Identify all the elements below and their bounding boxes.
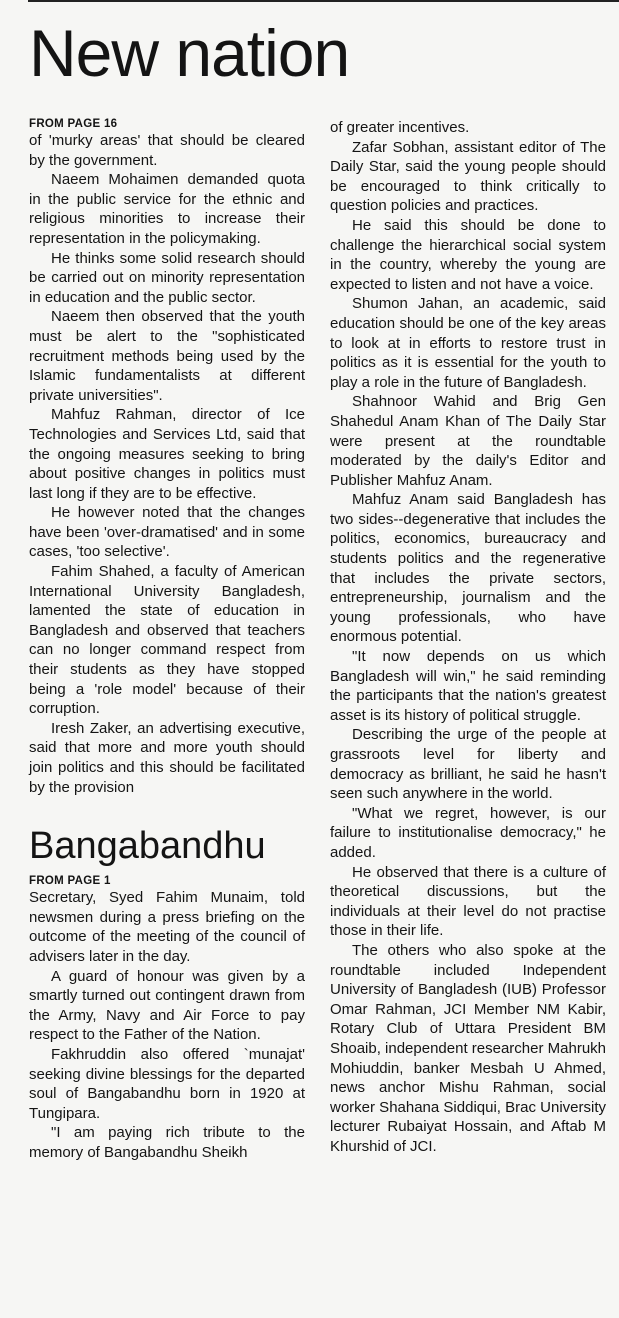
paragraph: He observed that there is a culture of theoretical discussions, but the individuals at their level do not practise those in their life. (330, 863, 606, 940)
paragraph: Zafar Sobhan, assistant editor of The Daily Star, said the young people should be encouraged to think critically to question policies and practices. (330, 138, 606, 215)
paragraph: Mahfuz Rahman, director of Ice Technologies and Services Ltd, said that the ongoing measures seeking to bring about positive changes in politics must last long if they are to be effective. (29, 406, 305, 502)
paragraph: Fakhruddin also offered `munajat' seeking divine blessings for the departed soul of Bangabandhu born in 1920 at Tungipara. (29, 1045, 305, 1122)
paragraph: Iresh Zaker, an advertising executive, said that more and more youth should join politics and this should be facilitated by the provision (29, 719, 305, 796)
paragraph: Naeem Mohaimen demanded quota in the public service for the ethnic and religious minorities to increase their representation in the policymaking. (29, 171, 305, 247)
top-rule (28, 0, 619, 2)
paragraph: Shahnoor Wahid and Brig Gen Shahedul Anam Khan of The Daily Star were present at the roundtable moderated by the daily's Editor and Publisher Mahfuz Anam. (330, 393, 606, 489)
paragraph: "I am paying rich tribute to the memory of Bangabandhu Sheikh (29, 1124, 305, 1161)
paragraph: "What we regret, however, is our failure to institutionalise democracy," he added. (330, 804, 606, 861)
paragraph: "It now depends on us which Bangladesh will win," he said reminding the participants that the nation's greatest asset is its history of political struggle. (330, 648, 606, 724)
story-bangabandhu (29, 827, 305, 1162)
headline-new-nation: New nation (29, 16, 350, 90)
right-column (330, 118, 606, 1156)
jump-line: FROM PAGE 16 (29, 118, 118, 130)
paragraph: He said this should be done to challenge the hierarchical social system in the country, whereby the young are expected to listen and not have a voice. (330, 216, 606, 293)
left-column (29, 118, 305, 1163)
paragraph: of greater incentives. (330, 119, 470, 136)
paragraph: He however noted that the changes have been 'over-dramatised' and in some cases, 'too selective'. (29, 504, 305, 561)
paragraph: Shumon Jahan, an academic, said education should be one of the key areas to look at in efforts to restore trust in politics as it is essential for the youth to play a role in the future of Bangladesh. (330, 295, 606, 391)
paragraph: He thinks some solid research should be carried out on minority representation in education and the public sector. (29, 249, 305, 306)
paragraph: of 'murky areas' that should be cleared by the government. (29, 132, 305, 169)
story-new-nation-continuation (29, 118, 305, 797)
paragraph: Mahfuz Anam said Bangladesh has two sides--degenerative that includes the politics, economics, bureaucracy and students politics and the regenerative that includes the private sectors, entrepreneurship, journalism and the young professionals, who have enormous potential. (330, 491, 606, 646)
paragraph: Fahim Shahed, a faculty of American International University Bangladesh, lamented the state of education in Bangladesh and observed that teachers can no longer command respect from their students as they have stopped being a 'role model' because of their corruption. (29, 563, 305, 718)
paragraph: Secretary, Syed Fahim Munaim, told newsmen during a press briefing on the outcome of the meeting of the council of advisers later in the day. (29, 889, 305, 965)
paragraph: The others who also spoke at the roundtable included Independent University of Bangladesh (IUB) Professor Omar Rahman, JCI Member NM Kabir, Rotary Club of Uttara President BM Shoaib, independent researcher Mahrukh Mohiuddin, banker Mesbah U Ahmed, news anchor Mishu Rahman, social worker Shahana Siddiqui, Brac University lecturer Rubaiyat Hossain, and Aftab M Khurshid of JCI. (330, 941, 607, 1155)
paragraph: Naeem then observed that the youth must be alert to the "sophisticated recruitment methods being used by the Islamic fundamentalists at different private universities". (29, 308, 305, 404)
headline-bangabandhu: Bangabandhu (29, 825, 266, 868)
paragraph: Describing the urge of the people at grassroots level for liberty and democracy as brilliant, he said he hasn't seen such anywhere in the world. (330, 726, 606, 803)
jump-line: FROM PAGE 1 (29, 875, 111, 888)
paragraph: A guard of honour was given by a smartly turned out contingent drawn from the Army, Navy and Air Force to pay respect to the Father of the Nation. (29, 967, 305, 1044)
